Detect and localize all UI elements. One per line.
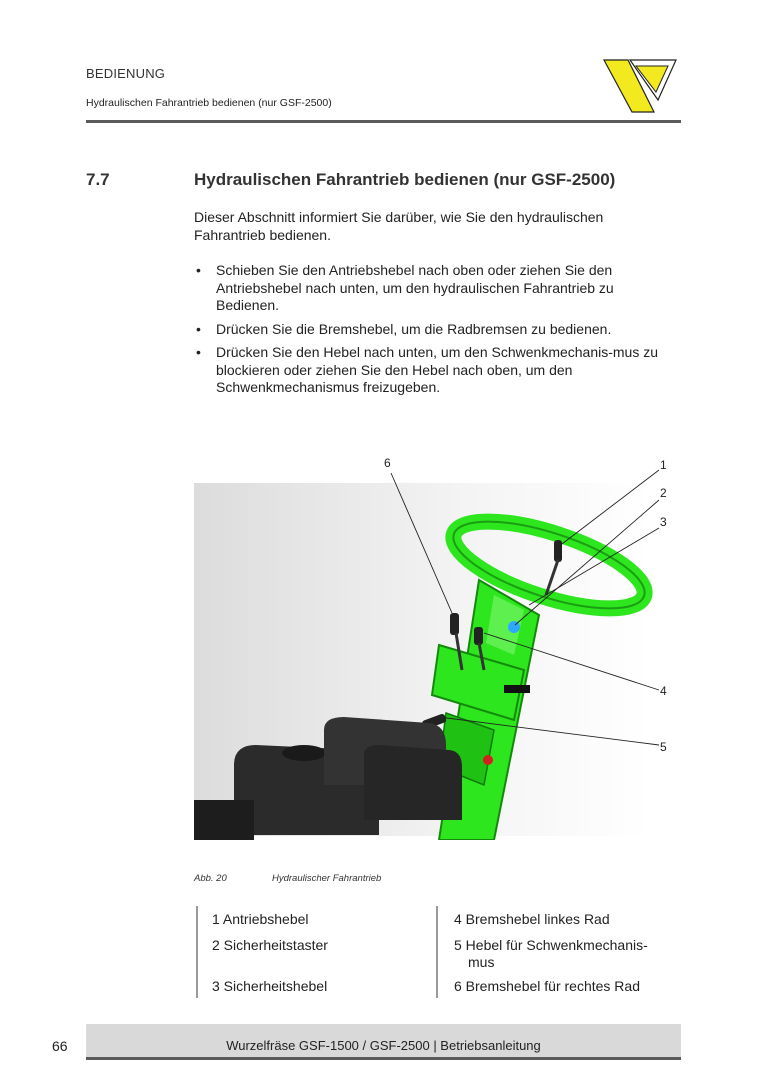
section-number: 7.7 [86, 170, 110, 189]
legend-item: 6 Bremshebel für rechtes Rad [454, 978, 640, 994]
drive-lever [554, 540, 562, 562]
header-subtitle: Hydraulischen Fahrantrieb bedienen (nur GSF-2500) [86, 97, 332, 109]
legend-item: mus [468, 954, 495, 970]
legend-item: 5 Hebel für Schwenkmechanis- [454, 937, 648, 953]
callout-1: 1 [660, 458, 667, 472]
callout-2: 2 [660, 486, 667, 500]
brake-lever-left [474, 627, 483, 645]
engine-cover [364, 745, 462, 820]
brake-lever-right [450, 613, 459, 635]
figure-caption-number: Abb. 20 [194, 873, 227, 884]
fuel-cap [282, 745, 326, 761]
header-section-title: BEDIENUNG [86, 66, 166, 81]
intro-paragraph: Dieser Abschnitt informiert Sie darüber, wie Sie den hydraulischen Fahrantrieb bedienen. [194, 209, 604, 243]
figure-caption-text: Hydraulischer Fahrantrieb [272, 873, 382, 884]
machine-illustration [194, 455, 674, 840]
callout-3: 3 [660, 515, 667, 529]
legend-item: 4 Bremshebel linkes Rad [454, 911, 610, 927]
list-item: • Schieben Sie den Antriebshebel nach oben oder ziehen Sie den Antriebshebel nach unten, um den hydraulischen Fahrantrieb zu Bedienen. [194, 262, 680, 315]
section-title: Hydraulischen Fahrantrieb bedienen (nur GSF-2500) [194, 170, 616, 189]
engine-base [194, 800, 254, 840]
footer-text: Wurzelfräse GSF-1500 / GSF-2500 | Betriebsanleitung [226, 1038, 541, 1053]
legend-item: 2 Sicherheitstaster [212, 937, 328, 953]
callout-4: 4 [660, 684, 667, 698]
legend-divider-left [196, 906, 198, 998]
red-knob [483, 755, 493, 765]
list-item: • Drücken Sie die Bremshebel, um die Radbremsen zu bedienen. [194, 321, 680, 339]
list-item: • Drücken Sie den Hebel nach unten, um den Schwenkmechanis-mus zu blockieren oder ziehen Sie den Hebel nach oben, um den Schwenkmechanismus freizugeben. [194, 344, 680, 397]
legend-item: 3 Sicherheitshebel [212, 978, 328, 994]
legend-item: 1 Antriebshebel [212, 911, 309, 927]
frame-slot [504, 685, 530, 693]
legend-divider-right [436, 906, 438, 998]
callout-6: 6 [384, 456, 391, 470]
page-number: 66 [52, 1038, 68, 1054]
instruction-list [194, 262, 680, 403]
callout-5: 5 [660, 740, 667, 754]
header-rule [86, 120, 681, 123]
brand-logo [602, 58, 678, 114]
